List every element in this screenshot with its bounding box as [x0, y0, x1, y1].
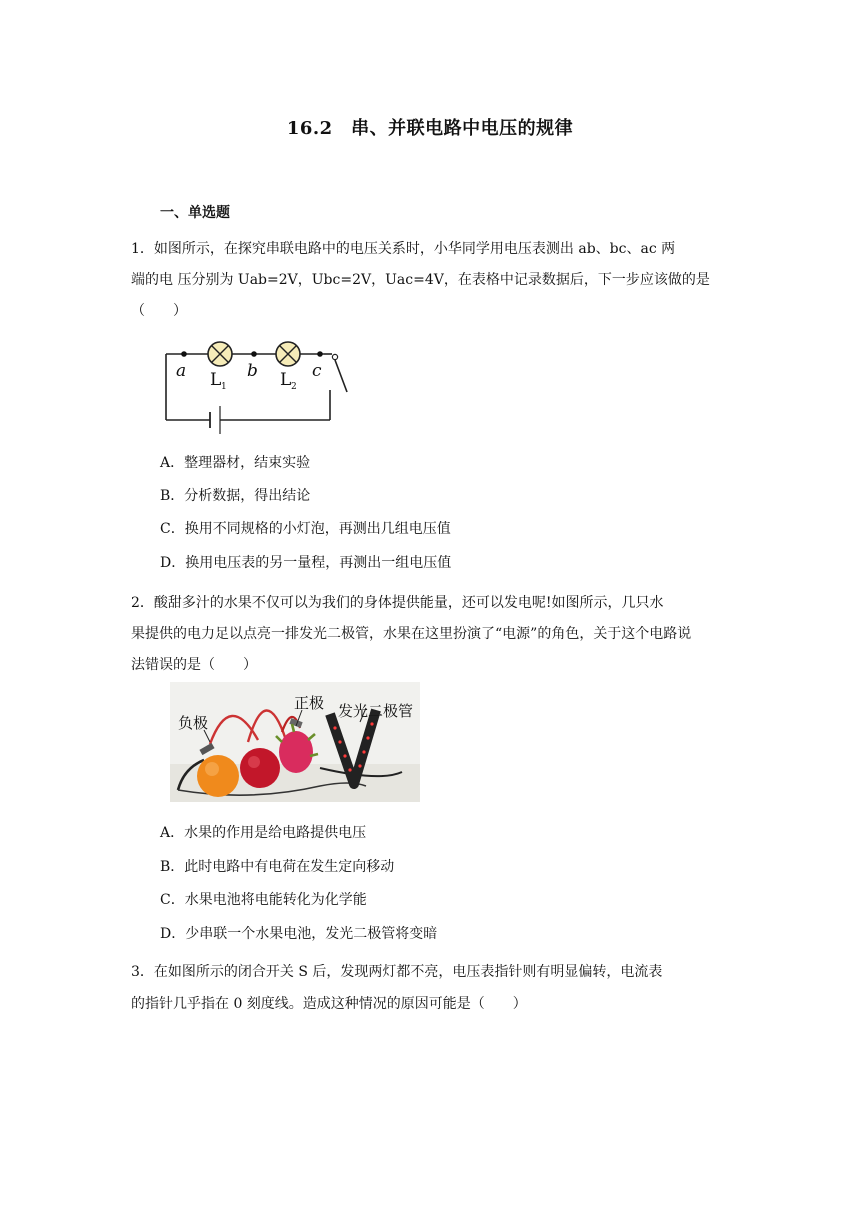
- q2-option-d: D．少串联一个水果电池，发光二极管将变暗: [160, 926, 438, 942]
- node-b-label: b: [247, 361, 258, 381]
- led-label: 发光二极管: [338, 702, 414, 720]
- question-1-line-2: 端的电 压分别为 Uab=2V，Ubc=2V，Uac=4V，在表格中记录数据后，下一步应该做的是: [131, 272, 710, 288]
- node-c-label: c: [312, 361, 322, 381]
- lamp-l2-subscript: 2: [291, 382, 297, 392]
- fruit-battery-photo: [170, 682, 420, 802]
- lamp-l1-label: L: [210, 370, 222, 390]
- negative-pole-label: 负极: [178, 714, 209, 732]
- node-a-label: a: [176, 361, 187, 381]
- positive-pole-label: 正极: [294, 694, 325, 712]
- circuit-diagram: [158, 334, 358, 434]
- lamp-l1-subscript: 1: [221, 382, 227, 392]
- question-2-line-1: 2．酸甜多汁的水果不仅可以为我们的身体提供能量，还可以发电呢!如图所示，几只水: [131, 595, 664, 611]
- question-2-line-2: 果提供的电力足以点亮一排发光二极管，水果在这里扮演了“电源”的角色，关于这个电路说: [131, 626, 692, 642]
- q1-option-d: D．换用电压表的另一量程，再测出一组电压值: [160, 555, 452, 571]
- question-1-line-3: （ ）: [131, 303, 187, 319]
- section-heading: 一、单选题: [160, 205, 230, 221]
- lamp-l2-icon: [276, 342, 300, 366]
- question-3-line-2: 的指针几乎指在 0 刻度线。造成这种情况的原因可能是（ ）: [131, 996, 527, 1012]
- page-title: 16.2 串、并联电路中电压的规律: [286, 118, 574, 139]
- q2-option-b: B．此时电路中有电荷在发生定向移动: [160, 859, 395, 875]
- question-2-line-3: 法错误的是（ ）: [131, 657, 257, 673]
- q1-option-b: B．分析数据，得出结论: [160, 488, 311, 504]
- question-3-line-1: 3．在如图所示的闭合开关 S 后，发现两灯都不亮，电压表指针则有明显偏转，电流表: [131, 964, 663, 980]
- q1-option-c: C．换用不同规格的小灯泡，再测出几组电压值: [160, 521, 451, 537]
- lamp-l1-icon: [208, 342, 232, 366]
- lamp-l2-label: L: [280, 370, 292, 390]
- q1-option-a: A．整理器材，结束实验: [160, 455, 311, 471]
- question-1-line-1: 1．如图所示，在探究串联电路中的电压关系时，小华同学用电压表测出 ab、bc、ac 两: [131, 241, 676, 257]
- q2-option-c: C．水果电池将电能转化为化学能: [160, 892, 367, 908]
- q2-option-a: A．水果的作用是给电路提供电压: [160, 825, 367, 841]
